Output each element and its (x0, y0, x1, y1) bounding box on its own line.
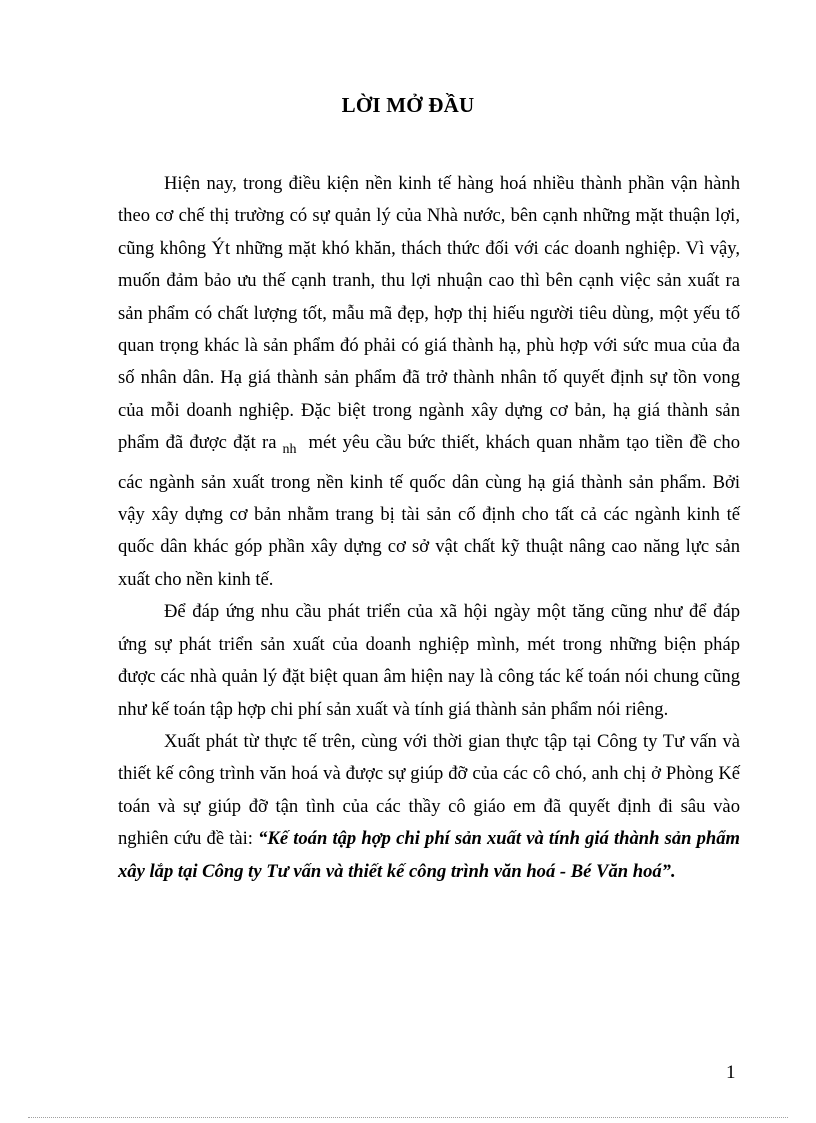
paragraph-3-text: Xuất phát từ thực tế trên, cùng với thời gian thực tập tại Công ty Tư vấn và thiết kế công trình văn hoá và được sự giúp đỡ của các cô chó, anh chị ở Phòng Kế toán và sự giúp đỡ tận tình của các thầy cô giáo em đã quyết định đi sâu vào nghiên cứu đề tài: (118, 730, 740, 850)
page-footer-divider (28, 1117, 788, 1118)
paragraph-3 (118, 726, 740, 888)
paragraph-1-text-b: mét yêu cầu bức thiết, khách quan nhằm tạo tiền đề cho các ngành sản xuất trong nền kinh tế quốc dân cùng hạ giá thành sản phẩm. Bởi vậy xây dựng cơ bản nhằm trang bị tài sản cố định cho tất cả các ngành kinh tế quốc dân khác góp phần xây dựng cơ sở vật chất kỹ thuật nâng cao năng lực sản xuất cho nền kinh tế. (118, 432, 740, 590)
body-text (118, 168, 740, 888)
paragraph-1-fragment: nh (282, 442, 297, 458)
paragraph-1-text-a: Hiện nay, trong điều kiện nền kinh tế hàng hoá nhiều thành phần vận hành theo cơ chế thị trường có sự quản lý của Nhà nước, bên cạnh những mặt thuận lợi, cũng không Ýt những mặt khó khăn, thách thức đối với các doanh nghiệp. Vì vậy, muốn đảm bảo ưu thế cạnh tranh, thu lợi nhuận cao thì bên cạnh việc sản xuất ra sản phẩm có chất lượng tốt, mẫu mã đẹp, hợp thị hiếu người tiêu dùng, một yếu tố quan trọng khác là sản phẩm đó phải có giá thành hạ, phù hợp với sức mua của đa số nhân dân. Hạ giá thành sản phẩm đã trở thành nhân tố quyết định sự tồn vong của mỗi doanh nghiệp. Đặc biệt trong ngành xây dựng cơ bản, hạ giá thành sản phẩm đã được đặt ra (118, 173, 740, 454)
thesis-topic: “Kế toán tập hợp chi phí sản xuất và tính giá thành sản phẩm xây lắp tại Công ty Tư vấn và thiết kế công trình văn hoá - Bé Văn hoá”. (118, 828, 741, 882)
paragraph-2: Để đáp ứng nhu cầu phát triển của xã hội ngày một tăng cũng như để đáp ứng sự phát triển sản xuất của doanh nghiệp mình, mét trong những biện pháp được các nhà quản lý đặt biệt quan âm hiện nay là công tác kế toán nói chung cũng như kế toán tập hợp chi phí sản xuất và tính giá thành sản phẩm nói riêng. (118, 601, 740, 720)
page-number: 1 (726, 1062, 736, 1083)
paragraph-1 (118, 168, 740, 596)
page-title: LỜI MỞ ĐẦU (341, 93, 475, 117)
